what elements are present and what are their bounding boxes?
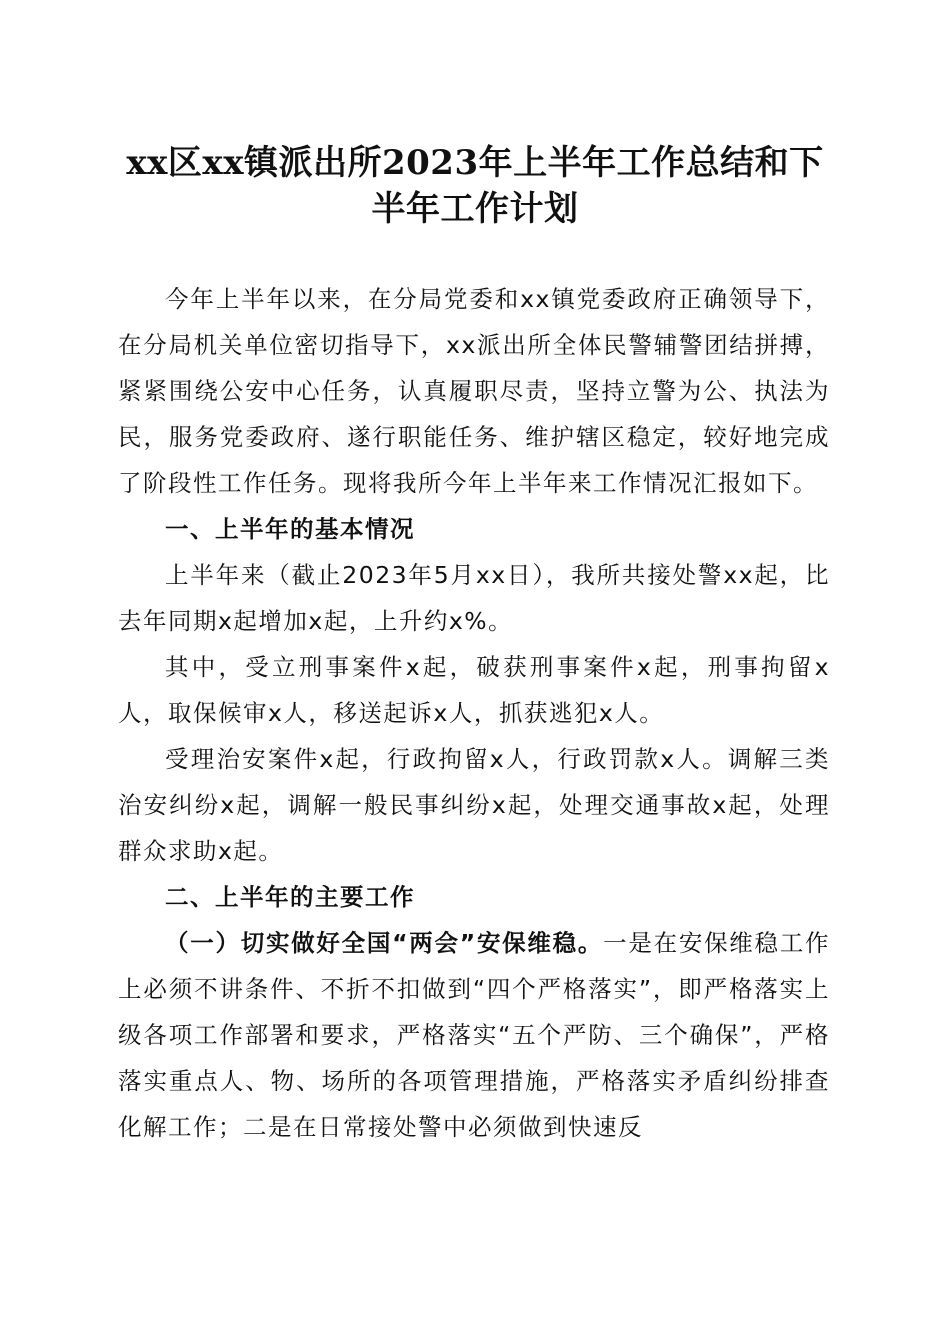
intro-paragraph: 今年上半年以来，在分局党委和xx镇党委政府正确领导下，在分局机关单位密切指导下，xx派出所全体民警辅警团结拼搏，紧紧围绕公安中心任务，认真履职尽责，坚持立警为公、执法为民，服务党委政府、遂行职能任务、维护辖区稳定，较好地完成了阶段性工作任务。现将我所今年上半年来工作情况汇报如下。 — [118, 285, 830, 497]
section-1-paragraph-3: 受理治安案件x起，行政拘留x人，行政罚款x人。调解三类治安纠纷x起，调解一般民事纠纷x起，处理交通事故x起，处理群众求助x起。 — [118, 745, 830, 865]
section-1-heading: 一、上半年的基本情况 — [165, 515, 415, 543]
section-1-paragraph-2: 其中，受立刑事案件x起，破获刑事案件x起，刑事拘留x人，取保候审x人，移送起诉x人，抓获逃犯x人。 — [118, 653, 830, 727]
section-1-paragraph-1: 上半年来（截止2023年5月xx日），我所共接处警xx起，比去年同期x起增加x起，上升约x%。 — [118, 561, 830, 635]
subsection-1-text: 一是在安保维稳工作上必须不讲条件、不折不扣做到“四个严格落实”，即严格落实上级各项工作部署和要求，严格落实“五个严防、三个确保”，严格落实重点人、物、场所的各项管理措施，严格落实矛盾纠纷排查化解工作；二是在日常接处警中必须做到快速反 — [118, 929, 831, 1141]
section-2-heading: 二、上半年的主要工作 — [165, 883, 415, 911]
subsection-1-lead: （一）切实做好全国“两会”安保维稳。 — [165, 929, 604, 957]
title-line-2: 半年工作计划 — [371, 189, 579, 229]
title-line-1: xx区xx镇派出所2023年上半年工作总结和下 — [126, 143, 824, 183]
document-body — [118, 276, 830, 1150]
section-2-subsection-1 — [118, 920, 830, 1150]
document-title — [100, 140, 850, 232]
